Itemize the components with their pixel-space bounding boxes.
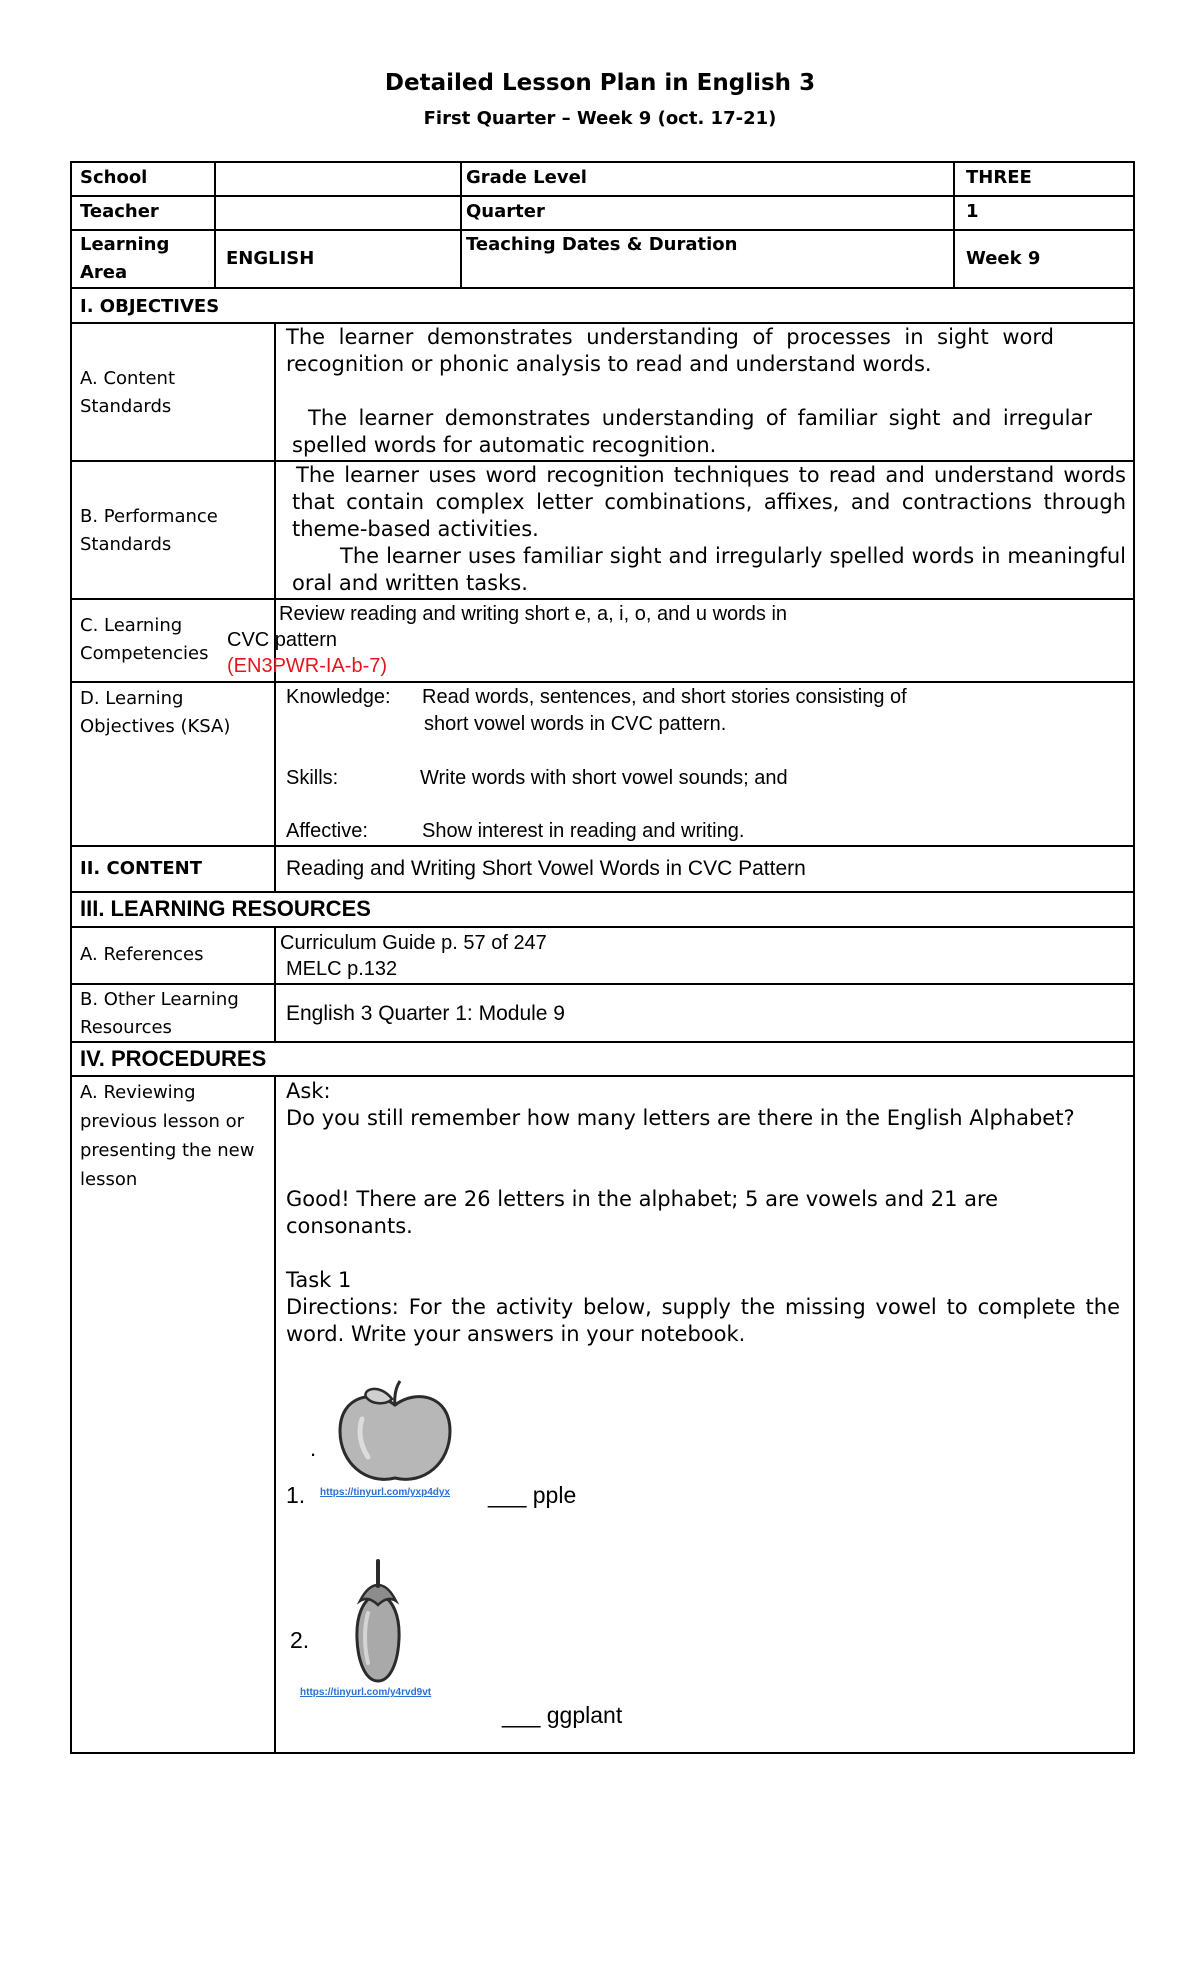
- learning-area-label-2: Area: [80, 262, 128, 283]
- teaching-dates-value: Week 9: [966, 248, 1041, 269]
- knowledge-text-1: Read words, sentences, and short stories consisting of: [422, 686, 907, 708]
- page-title: Detailed Lesson Plan in English 3: [384, 70, 816, 96]
- references-line-1: Curriculum Guide p. 57 of 247: [280, 932, 547, 954]
- review-answer: Good! There are 26 letters in the alphabet; 5 are vowels and 21 are consonants.: [286, 1187, 999, 1238]
- knowledge-text-2: short vowel words in CVC pattern.: [424, 713, 727, 735]
- procedures-heading: IV. PROCEDURES: [80, 1046, 267, 1071]
- knowledge-label: Knowledge:: [286, 686, 391, 708]
- competencies-line-2: CVC pattern: [227, 629, 338, 651]
- other-resources-label: B. Other Learning Resources: [80, 989, 239, 1038]
- item-blank-word: ___ pple: [488, 1482, 577, 1508]
- task-title: Task 1: [286, 1268, 352, 1292]
- content-standards-text-2: The learner demonstrates understanding of familiar sight and irregular spelled words for automatic recognition.: [292, 406, 1092, 457]
- teaching-dates-label: Teaching Dates & Duration: [466, 234, 738, 255]
- content-label: II. CONTENT: [80, 858, 202, 879]
- competencies-code: (EN3PWR-IA-b-7): [227, 655, 388, 677]
- quarter-value: 1: [966, 201, 979, 222]
- learning-objectives-label: D. Learning Objectives (KSA): [80, 688, 231, 737]
- affective-label: Affective:: [286, 820, 368, 842]
- skills-text: Write words with short vowel sounds; and: [420, 767, 788, 789]
- grade-level-value: THREE: [966, 167, 1032, 188]
- image-source-link[interactable]: https://tinyurl.com/yxp4dyx: [320, 1487, 451, 1498]
- performance-standards-text-1: The learner uses word recognition techniques to read and understand words that contain complex letter combinations, affixes, and contractions through theme-based activities.: [292, 463, 1126, 541]
- ask-label: Ask:: [286, 1079, 331, 1103]
- eggplant-image: [348, 1555, 408, 1685]
- item-dot: .: [310, 1436, 317, 1461]
- performance-standards-text-2: The learner uses familiar sight and irregularly spelled words in meaningful oral and written tasks.: [292, 544, 1126, 595]
- reviewing-lesson-label: A. Reviewing previous lesson or presenting the new lesson: [80, 1082, 255, 1190]
- apple-image: [322, 1375, 468, 1487]
- references-label: A. References: [80, 944, 204, 965]
- content-standards-text-1: The learner demonstrates understanding of processes in sight word recognition or phonic analysis to read and understand words.: [286, 325, 1054, 376]
- competencies-line-1: Review reading and writing short e, a, i, o, and u words in: [279, 603, 788, 625]
- review-question: Do you still remember how many letters are there in the English Alphabet?: [286, 1106, 1075, 1130]
- other-resources-text: English 3 Quarter 1: Module 9: [286, 1002, 565, 1025]
- references-line-2: MELC p.132: [286, 958, 398, 980]
- school-label: School: [80, 167, 148, 188]
- page-subtitle: First Quarter – Week 9 (oct. 17-21): [423, 108, 777, 129]
- skills-label: Skills:: [286, 767, 339, 789]
- grade-level-label: Grade Level: [466, 167, 587, 188]
- learning-resources-heading: III. LEARNING RESOURCES: [80, 896, 371, 921]
- item-number: 2.: [290, 1627, 310, 1653]
- learning-area-label-1: Learning: [80, 234, 170, 255]
- item-number: 1.: [286, 1482, 306, 1508]
- content-text: Reading and Writing Short Vowel Words in CVC Pattern: [286, 857, 806, 880]
- learning-competencies-label: C. Learning Competencies: [80, 615, 209, 664]
- teacher-label: Teacher: [80, 201, 159, 222]
- quarter-label: Quarter: [466, 201, 545, 222]
- performance-standards-label: B. Performance Standards: [80, 506, 218, 555]
- task-directions: Directions: For the activity below, supply the missing vowel to complete the word. Write your answers in your notebook.: [286, 1295, 1120, 1346]
- content-standards-label: A. Content Standards: [80, 368, 176, 417]
- learning-area-value: ENGLISH: [226, 248, 315, 269]
- affective-text: Show interest in reading and writing.: [422, 820, 745, 842]
- item-blank-word: ___ ggplant: [502, 1702, 623, 1728]
- image-source-link[interactable]: https://tinyurl.com/y4rvd9vt: [300, 1687, 432, 1698]
- objectives-heading: I. OBJECTIVES: [80, 296, 220, 317]
